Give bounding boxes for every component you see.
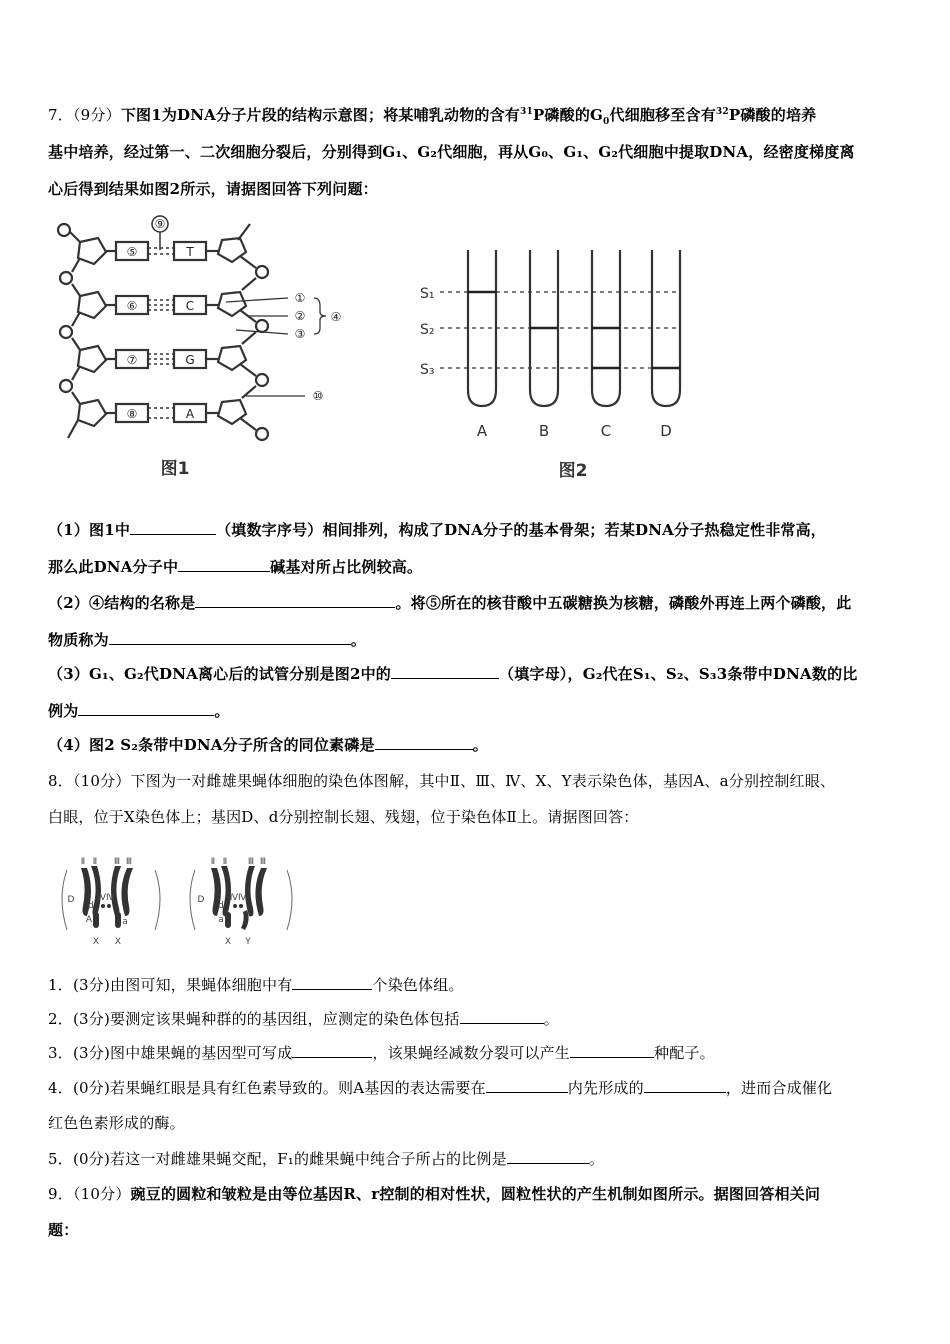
q8-score: （10分） — [72, 772, 131, 790]
y-chromosome — [241, 910, 249, 930]
svg-text:A: A — [85, 915, 93, 925]
q7-sub3-line2: 例为 。 — [48, 702, 230, 720]
svg-text:d: d — [88, 901, 94, 911]
svg-text:Ⅲ: Ⅲ — [113, 857, 121, 867]
figure-1-caption: 图1 — [160, 459, 190, 479]
dna-structure-figure — [50, 210, 350, 485]
chromosome — [245, 866, 255, 916]
chromosome — [111, 866, 121, 916]
tube-label-C: C — [600, 422, 612, 440]
answer-blank[interactable] — [292, 977, 372, 990]
answer-blank[interactable] — [570, 1045, 654, 1058]
label-4: ④ — [330, 310, 342, 324]
svg-text:Y: Y — [245, 937, 251, 947]
q8-item-1: 1．(3分)由图可知，果蝇体细胞中有 个染色体组。 — [48, 976, 464, 994]
answer-blank[interactable] — [78, 703, 214, 716]
q7-line-3: 心后得到结果如图2所示，请据图回答下列问题： — [48, 180, 378, 198]
label-10: ⑩ — [312, 389, 324, 403]
q8-number: 8． — [48, 772, 73, 790]
q8-item-4-cont: 红色色素形成的酶。 — [48, 1114, 185, 1132]
chromosome — [255, 868, 267, 916]
chromosome — [121, 868, 133, 916]
answer-blank[interactable] — [644, 1080, 726, 1093]
q7-sub2-line2: 物质称为 。 — [48, 631, 367, 649]
x-chromosome — [225, 912, 231, 928]
q7-sub1-line1: （1）图1中 （填数字序号）相间排列，构成了DNA分子的基本骨架；若某DNA分子热稳定性非常高， — [48, 521, 826, 539]
answer-blank[interactable] — [292, 1045, 372, 1058]
answer-blank[interactable] — [178, 559, 270, 572]
base-C: C — [185, 299, 195, 313]
answer-blank[interactable] — [391, 666, 499, 679]
q7-sub3-line1: （3）G₁、G₂代DNA离心后的试管分别是图2中的 （填字母），G₂代在S₁、S₂、S₃3条带中DNA数的比 — [48, 665, 858, 683]
svg-text:a: a — [122, 917, 128, 927]
x-chromosome — [93, 912, 99, 928]
q8-line-1: 8．（10分）下图为一对雌雄果蝇体细胞的染色体图解，其中Ⅱ、Ⅲ、Ⅳ、X、Y表示染色体，基因A、a分别控制红眼、 — [48, 772, 836, 790]
box-label-7: ⑦ — [126, 353, 138, 367]
svg-text:X: X — [92, 937, 100, 947]
q7-sub2-line1: （2）④结构的名称是 。将⑤所在的核苷酸中五碳糖换为核糖，磷酸外再连上两个磷酸，此 — [48, 594, 852, 612]
box-label-6: ⑥ — [126, 299, 138, 313]
label-1: ① — [294, 291, 306, 305]
svg-text:d: d — [218, 901, 224, 911]
svg-text:a: a — [218, 915, 224, 925]
answer-blank[interactable] — [109, 632, 351, 645]
q7-line-1: 7．（9分）下图1为DNA分子片段的结构示意图；将某哺乳动物的含有$^{31}$P磷酸的$G_0$代细胞移至含有$^{32}$P磷酸的培养 — [48, 106, 817, 127]
band-S3: S₃ — [420, 362, 435, 378]
label-2: ② — [294, 309, 306, 323]
box-label-5: ⑤ — [126, 245, 138, 259]
svg-text:ⅣⅣ: ⅣⅣ — [97, 893, 115, 903]
svg-text:ⅣⅣ: ⅣⅣ — [229, 893, 247, 903]
q9-number: 9． — [48, 1185, 73, 1203]
centrifuge-tubes-figure — [410, 240, 700, 485]
svg-text:D: D — [67, 895, 75, 905]
q9-line-2: 题： — [48, 1221, 79, 1239]
svg-text:Ⅲ: Ⅲ — [247, 857, 255, 867]
band-S2: S₂ — [420, 322, 435, 338]
q8-item-4: 4．(0分)若果蝇红眼是具有红色素导致的。则A基因的表达需要在 内先形成的 ，进而合成催化 — [48, 1079, 833, 1097]
answer-blank[interactable] — [130, 522, 216, 535]
answer-blank[interactable] — [460, 1011, 544, 1024]
svg-text:Ⅱ: Ⅱ — [222, 857, 228, 867]
svg-text:Ⅱ: Ⅱ — [80, 857, 86, 867]
box-label-8: ⑧ — [126, 407, 138, 421]
tube-label-B: B — [538, 422, 550, 440]
label-3: ③ — [294, 327, 306, 341]
fruit-fly-chromosome-figure — [55, 850, 305, 950]
q7-line-2: 基中培养，经过第一、二次细胞分裂后，分别得到G₁、G₂代细胞，再从G₀、G₁、G₂代细胞中提取DNA，经密度梯度离 — [48, 143, 855, 161]
svg-text:D: D — [197, 895, 205, 905]
svg-text:Ⅱ: Ⅱ — [92, 857, 98, 867]
q9-score: （10分） — [72, 1185, 131, 1203]
x-chromosome — [115, 912, 121, 928]
svg-text:Ⅲ: Ⅲ — [259, 857, 267, 867]
label-9: ⑨ — [154, 217, 166, 231]
q7-number: 7． — [48, 106, 73, 124]
base-A: A — [185, 407, 195, 421]
q7-sub4: （4）图2 S₂条带中DNA分子所含的同位素磷是 。 — [48, 736, 488, 754]
q8-item-5: 5．(0分)若这一对雌雄果蝇交配，F₁的雌果蝇中纯合子所占的比例是 。 — [48, 1150, 605, 1168]
answer-blank[interactable] — [195, 595, 395, 608]
answer-blank[interactable] — [507, 1151, 589, 1164]
svg-text:X: X — [114, 937, 122, 947]
svg-text:Ⅲ: Ⅲ — [125, 857, 133, 867]
svg-text:Ⅱ: Ⅱ — [210, 857, 216, 867]
q9-line-1: 9．（10分）豌豆的圆粒和皱粒是由等位基因R、r控制的相对性状，圆粒性状的产生机制如图所示。据图回答相关问 — [48, 1185, 821, 1203]
q8-item-3: 3．(3分)图中雄果蝇的基因型可写成 ，该果蝇经减数分裂可以产生 种配子。 — [48, 1044, 715, 1062]
tube-label-A: A — [476, 422, 488, 440]
answer-blank[interactable] — [486, 1080, 568, 1093]
svg-text:X: X — [224, 937, 232, 947]
band-S1: S₁ — [420, 286, 435, 302]
q7-sub1-line2: 那么此DNA分子中 碱基对所占比例较高。 — [48, 558, 423, 576]
figure-2-caption: 图2 — [558, 461, 588, 481]
q8-item-2: 2．(3分)要测定该果蝇种群的的基因组，应测定的染色体包括 。 — [48, 1010, 559, 1028]
base-T: T — [186, 245, 194, 259]
base-G: G — [185, 353, 195, 367]
q7-score: （9分） — [72, 106, 121, 124]
answer-blank[interactable] — [375, 737, 473, 750]
q8-line-2: 白眼，位于X染色体上；基因D、d分别控制长翅、残翅，位于染色体Ⅱ上。请据图回答： — [48, 808, 639, 826]
tube-label-D: D — [660, 422, 672, 440]
